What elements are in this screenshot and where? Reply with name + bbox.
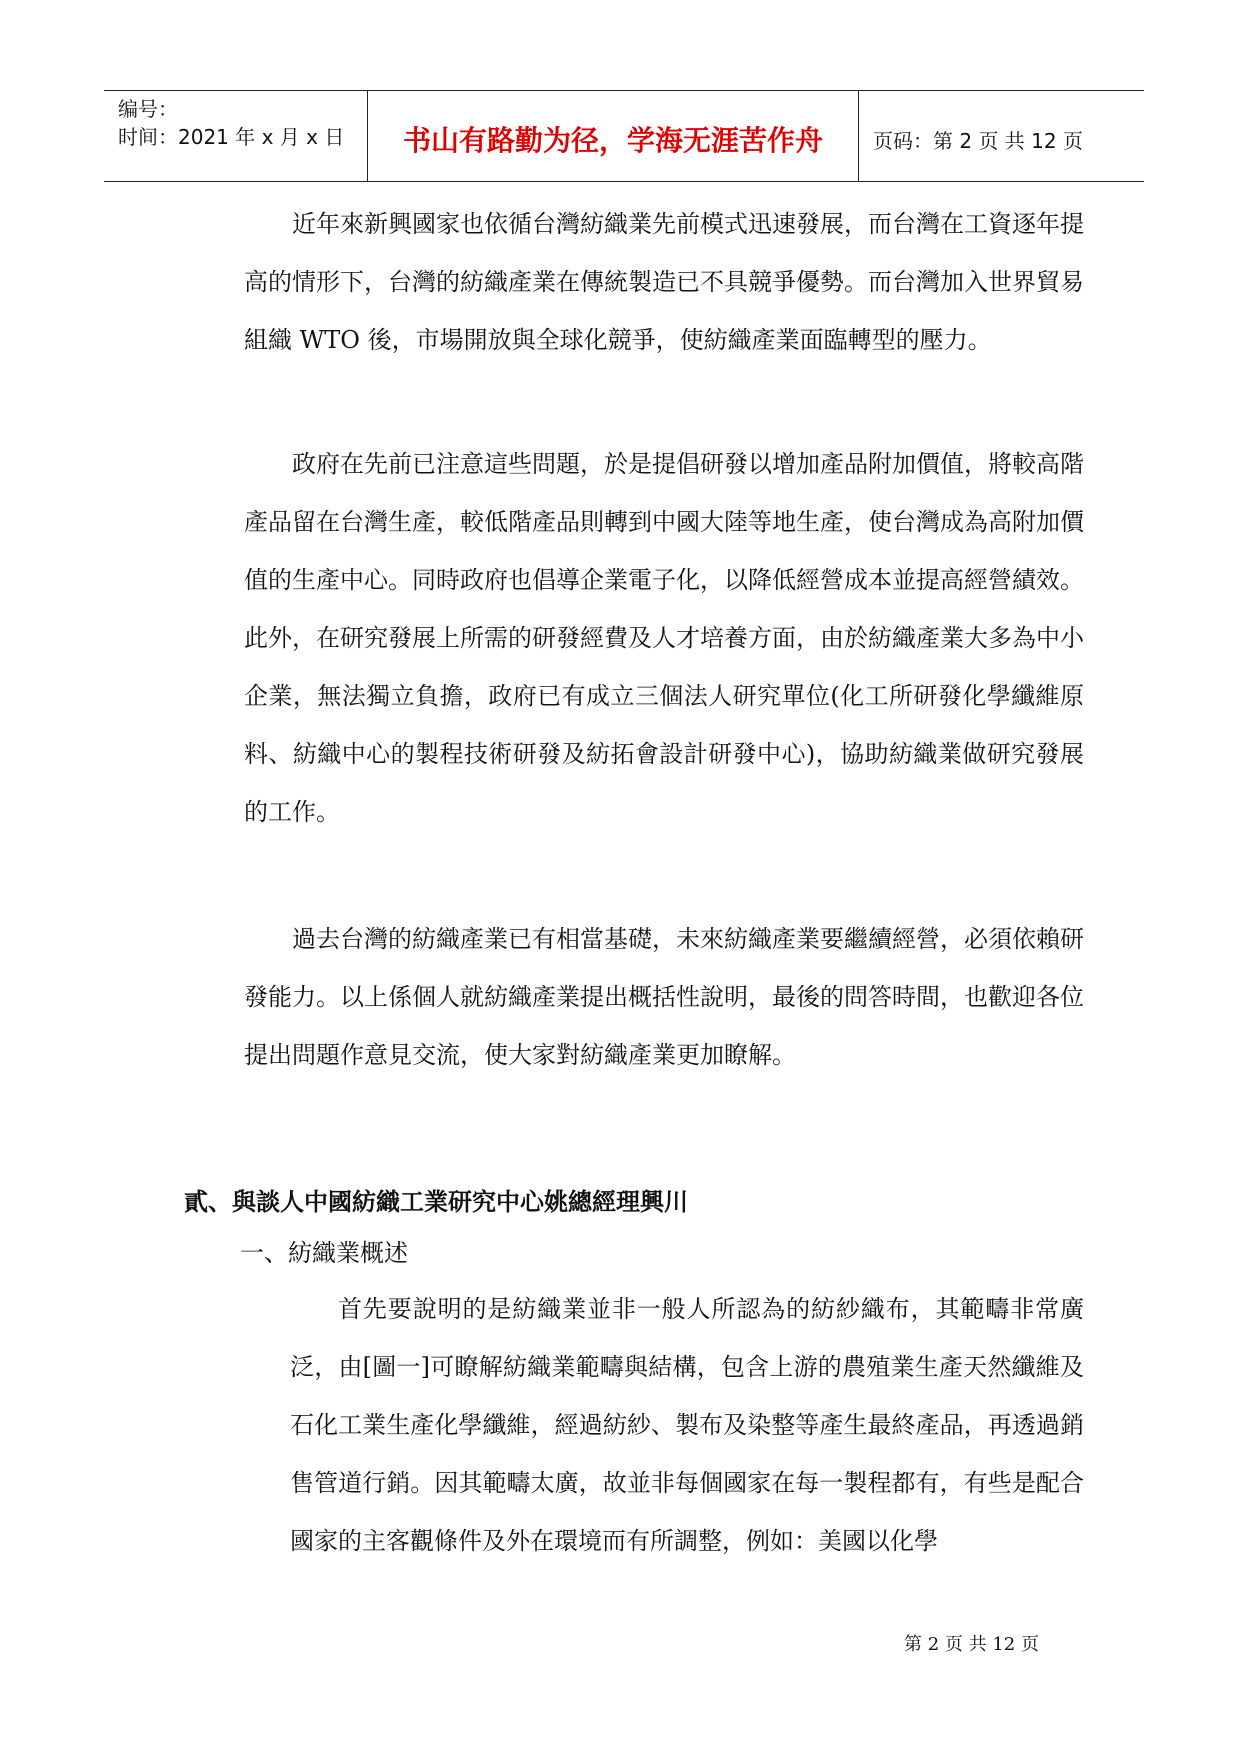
header-info-cell	[104, 91, 368, 181]
header-page-number: 页码：第 2 页 共 12 页	[873, 129, 1083, 153]
page-header	[104, 90, 1144, 182]
page-footer: 第 2 页 共 12 页	[904, 1634, 1039, 1655]
subsection-paragraph: 首先要說明的是紡織業並非一般人所認為的紡紗織布，其範疇非常廣泛，由[圖一]可瞭解紡織業範疇與結構，包含上游的農殖業生產天然纖維及石化工業生產化學纖維，經過紡紗、製布及染整等產生最終產品，再透過銷售管道行銷。因其範疇太廣，故並非每個國家在每一製程都有，有些是配合國家的主客觀條件及外在環境而有所調整，例如：美國以化學	[290, 1295, 1084, 1555]
header-motto-cell	[368, 91, 859, 181]
body-paragraph-2: 政府在先前已注意這些問題，於是提倡研發以增加產品附加價值，將較高階產品留在台灣生產，較低階產品則轉到中國大陸等地生產，使台灣成為高附加價值的生產中心。同時政府也倡導企業電子化，以降低經營成本並提高經營績效。此外，在研究發展上所需的研發經費及人才培養方面，由於紡織產業大多為中小企業，無法獨立負擔，政府已有成立三個法人研究單位(化工所研發化學纖維原料、紡織中心的製程技術研發及紡拓會設計研發中心)，協助紡織業做研究發展的工作。	[244, 450, 1084, 826]
body-paragraph-3: 過去台灣的紡織產業已有相當基礎，未來紡織產業要繼續經營，必須依賴研發能力。以上係個人就紡織產業提出概括性說明，最後的問答時間，也歡迎各位提出問題作意見交流，使大家對紡織產業更加瞭解。	[244, 925, 1084, 1069]
document-number-label: 编号：	[118, 97, 178, 121]
header-page-cell	[859, 91, 1144, 181]
section-heading: 貳、與談人中國紡織工業研究中心姚總經理興川	[184, 1188, 688, 1216]
header-motto: 书山有路勤为径，学海无涯苦作舟	[402, 124, 823, 157]
subsection-heading: 一、紡織業概述	[240, 1239, 408, 1267]
document-time-label: 时间：2021 年 x 月 x 日	[118, 125, 345, 149]
body-paragraph-1: 近年來新興國家也依循台灣紡織業先前模式迅速發展，而台灣在工資逐年提高的情形下，台灣的紡織產業在傳統製造已不具競爭優勢。而台灣加入世界貿易組織 WTO 後，市場開放與全球化競爭，使紡織產業面臨轉型的壓力。	[244, 210, 1084, 354]
